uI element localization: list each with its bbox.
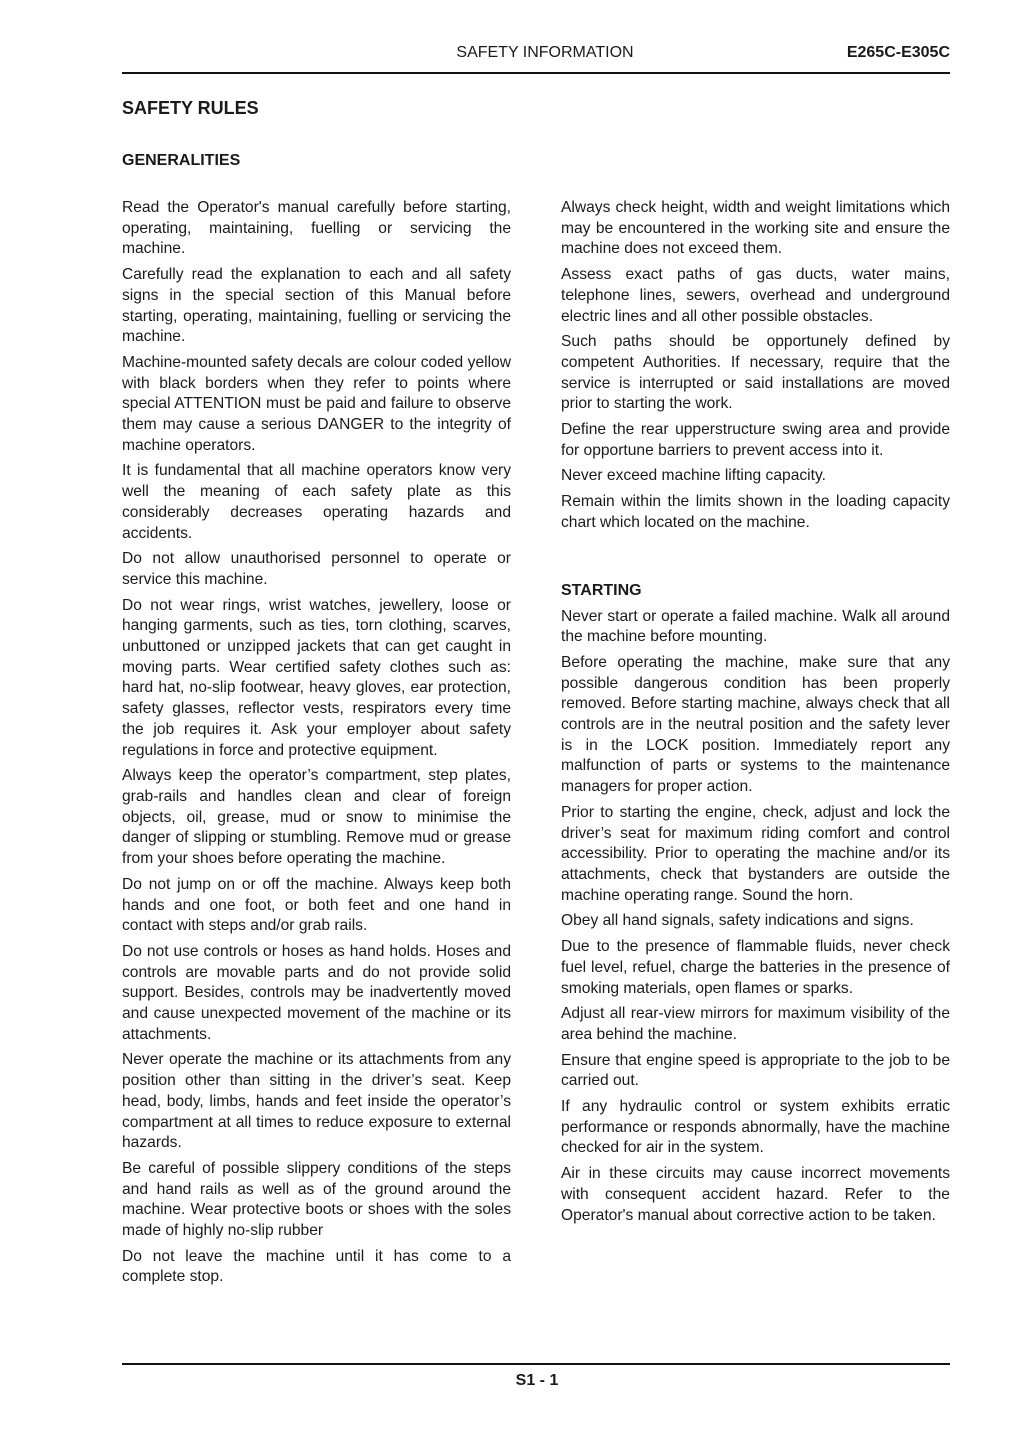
header-model-code: E265C-E305C: [846, 44, 950, 61]
paragraph: Never exceed machine lifting capacity.: [561, 467, 826, 485]
paragraph: Never operate the machine or its attachments from any position other than sitting in the driver’s seat. Keep head, body, limbs, hands and feet inside the operator’s compartment at all times to reduce exposure to external hazards.: [122, 1051, 511, 1152]
section-subtitle: GENERALITIES: [122, 152, 241, 169]
right-column: [561, 198, 950, 1231]
paragraph: Prior to starting the engine, check, adjust and lock the driver’s seat for maximum riding comfort and control accessibility. Prior to operating the machine and/or its attachments, check that bystanders are outside the machine operating range. Sound the horn.: [561, 803, 950, 904]
footer-divider: [122, 1363, 950, 1365]
left-column: [122, 198, 511, 1293]
paragraph: Define the rear upperstructure swing area and provide for opportune barriers to prevent access into it.: [561, 421, 950, 459]
paragraph: Always check height, width and weight limitations which may be encountered in the working site and ensure the machine does not exceed them.: [561, 199, 950, 258]
paragraph: Do not allow unauthorised personnel to operate or service this machine.: [122, 550, 511, 588]
paragraph: Ensure that engine speed is appropriate to the job to be carried out.: [561, 1051, 950, 1090]
section-gap: [561, 539, 950, 581]
paragraph: Air in these circuits may cause incorrect movements with consequent accident hazard. Refer to the Operator's manual about corrective action to be taken.: [561, 1165, 950, 1224]
paragraph: Be careful of possible slippery conditions of the steps and hand rails as well as of the ground around the machine. Wear protective boots or shoes with the soles made of highly no-slip rubber: [122, 1159, 511, 1240]
paragraph: Carefully read the explanation to each and all safety signs in the special section of this Manual before starting, operating, maintaining, fuelling or servicing the machine.: [122, 266, 511, 346]
header-section-title: SAFETY INFORMATION: [456, 44, 634, 61]
paragraph: Never start or operate a failed machine. Walk all around the machine before mounting.: [561, 607, 950, 646]
paragraph: Do not use controls or hoses as hand holds. Hoses and controls are movable parts and do not provide solid support. Besides, controls may be inadvertently moved and cause unexpected movement of the machine or its attachments.: [122, 942, 511, 1043]
paragraph: Remain within the limits shown in the loading capacity chart which located on the machine.: [561, 493, 950, 531]
paragraph: Adjust all rear-view mirrors for maximum visibility of the area behind the machine.: [561, 1005, 950, 1043]
paragraph: Obey all hand signals, safety indications and signs.: [561, 912, 914, 930]
paragraph: Do not jump on or off the machine. Always keep both hands and one foot, or both feet and one hand in contact with steps and/or grab rails.: [122, 875, 511, 935]
starting-heading: STARTING: [561, 581, 642, 599]
page-number: S1 - 1: [515, 1372, 559, 1389]
paragraph: Machine-mounted safety decals are colour coded yellow with black borders when they refer to points where special ATTENTION must be paid and failure to observe them may cause a serious DANGER to the integrity of machine operators.: [122, 353, 511, 454]
paragraph: Such paths should be opportunely defined by competent Authorities. If necessary, require that the service is interrupted or said installations are moved prior to starting the work.: [561, 333, 950, 413]
paragraph: Before operating the machine, make sure that any possible dangerous condition has been properly removed. Before starting machine, always check that all controls are in the neutral position and the safety lever is in the LOCK position. Immediately report any malfunction of parts or systems to the maintenance managers for proper action.: [561, 653, 950, 796]
page-title: SAFETY RULES: [122, 98, 259, 118]
paragraph: It is fundamental that all machine operators know very well the meaning of each safety plate as this considerably decreases operating hazards and accidents.: [122, 462, 511, 542]
page-header: [122, 42, 950, 72]
paragraph: Due to the presence of flammable fluids, never check fuel level, refuel, charge the batteries in the presence of smoking materials, open flames or sparks.: [561, 938, 950, 997]
paragraph: If any hydraulic control or system exhibits erratic performance or responds abnormally, have the machine checked for air in the system.: [561, 1098, 950, 1157]
paragraph: Assess exact paths of gas ducts, water mains, telephone lines, sewers, overhead and underground electric lines and all other possible obstacles.: [561, 266, 950, 325]
paragraph: Do not wear rings, wrist watches, jewellery, loose or hanging garments, such as ties, torn clothing, scarves, unbuttoned or unzipped jackets that can get caught in moving parts. Wear certified safety clothes such as: hard hat, no-slip footwear, heavy gloves, ear protection, safety glasses, reflector vests, respirators every time the job requires it. Ask your employer about safety regulations in force and protective equipment.: [122, 596, 511, 759]
paragraph: Do not leave the machine until it has come to a complete stop.: [122, 1247, 511, 1286]
paragraph: Read the Operator's manual carefully before starting, operating, maintaining, fuelling or servicing the machine.: [122, 199, 511, 258]
paragraph: Always keep the operator’s compartment, step plates, grab-rails and handles clean and clear of foreign objects, oil, grease, mud or snow to minimise the danger of slipping or stumbling. Remove mud or grease from your shoes before operating the machine.: [122, 767, 511, 868]
header-divider: [122, 72, 950, 74]
